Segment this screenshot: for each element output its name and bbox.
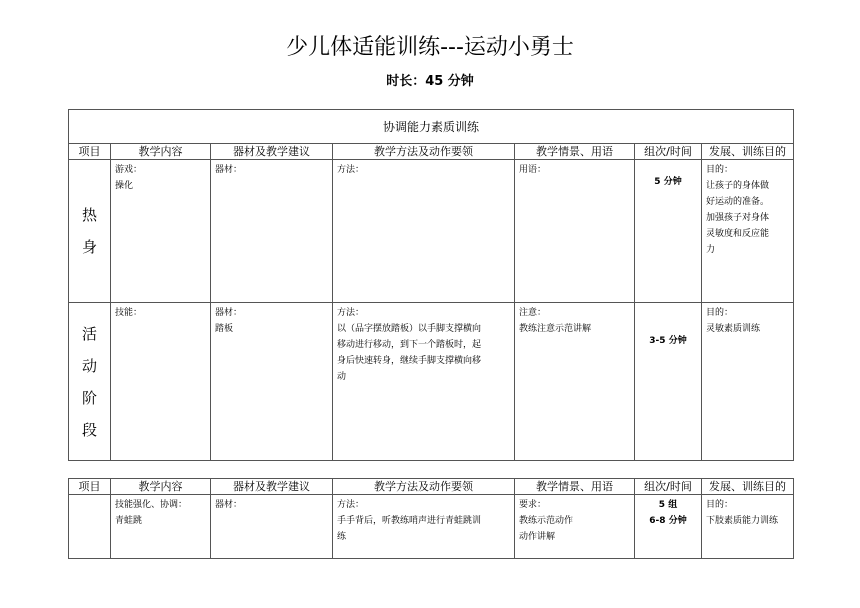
table-row bbox=[69, 160, 794, 303]
equipment-cell bbox=[211, 303, 333, 461]
header-content: 教学内容 bbox=[111, 144, 211, 160]
phase-char: 活 bbox=[81, 324, 97, 343]
method-line: 方法： bbox=[337, 308, 365, 318]
purpose-line: 灵敏度和反应能 bbox=[706, 229, 770, 239]
content-line: 技能： bbox=[115, 308, 143, 318]
phase-char: 动 bbox=[81, 356, 97, 375]
scene-line: 注意： bbox=[519, 308, 547, 318]
scene-line: 要求： bbox=[519, 500, 547, 510]
header-purpose: 发展、训练目的 bbox=[702, 479, 794, 495]
purpose-line: 加强孩子对身体 bbox=[706, 213, 770, 223]
section-title: 协调能力素质训练 bbox=[69, 110, 794, 144]
equipment-cell bbox=[211, 160, 333, 303]
method-line: 动 bbox=[337, 372, 347, 382]
content-line: 游戏： bbox=[115, 165, 143, 175]
method-line: 以（品字摆放踏板）以手脚支撑横向 bbox=[337, 324, 482, 334]
purpose-line: 力 bbox=[706, 245, 716, 255]
purpose-line: 目的： bbox=[706, 165, 734, 175]
method-line: 身后快速转身，继续手脚支撑横向移 bbox=[337, 356, 482, 366]
scene-line: 教练示范动作 bbox=[519, 516, 574, 526]
equipment-cell bbox=[211, 495, 333, 559]
time-cell bbox=[635, 160, 702, 303]
scene-cell bbox=[515, 495, 635, 559]
purpose-line: 下肢素质能力训练 bbox=[706, 516, 779, 526]
time-cell bbox=[635, 495, 702, 559]
time-line: 5 组 bbox=[658, 500, 678, 510]
content-line: 操化 bbox=[115, 181, 134, 191]
purpose-line: 好运动的准备。 bbox=[706, 197, 770, 207]
content-line: 青蛙跳 bbox=[115, 516, 143, 526]
content-cell bbox=[111, 160, 211, 303]
method-line: 练 bbox=[337, 532, 347, 542]
content-cell bbox=[111, 495, 211, 559]
header-equipment: 器材及教学建议 bbox=[211, 479, 333, 495]
phase-char: 阶 bbox=[81, 388, 97, 407]
purpose-line: 目的： bbox=[706, 500, 734, 510]
equipment-line: 器材： bbox=[215, 500, 243, 510]
scene-line: 教练注意示范讲解 bbox=[519, 324, 592, 334]
purpose-cell bbox=[702, 303, 794, 461]
phase-activity bbox=[69, 303, 111, 461]
table-row bbox=[69, 495, 794, 559]
page-title: 少儿体适能训练---运动小勇士 bbox=[286, 35, 574, 60]
header-scene: 教学情景、用语 bbox=[515, 479, 635, 495]
method-cell bbox=[333, 495, 515, 559]
method-line: 移动进行移动，到下一个踏板时，起 bbox=[337, 340, 482, 350]
equipment-line: 踏板 bbox=[215, 324, 234, 334]
training-table-2 bbox=[68, 478, 794, 559]
phase-warmup bbox=[69, 160, 111, 303]
scene-cell bbox=[515, 303, 635, 461]
phase-char: 身 bbox=[81, 238, 97, 256]
header-time: 组次/时间 bbox=[635, 479, 702, 495]
training-table-1 bbox=[68, 109, 794, 461]
method-line: 方法： bbox=[337, 165, 365, 175]
time-line: 5 分钟 bbox=[654, 177, 682, 187]
header-scene: 教学情景、用语 bbox=[515, 144, 635, 160]
header-project: 项目 bbox=[69, 144, 111, 160]
purpose-line: 目的： bbox=[706, 308, 734, 318]
header-time: 组次/时间 bbox=[635, 144, 702, 160]
header-method: 教学方法及动作要领 bbox=[333, 144, 515, 160]
method-cell bbox=[333, 160, 515, 303]
content-cell bbox=[111, 303, 211, 461]
phase-empty bbox=[69, 495, 111, 559]
phase-char: 热 bbox=[81, 206, 97, 224]
purpose-line: 灵敏素质训练 bbox=[706, 324, 761, 334]
method-cell bbox=[333, 303, 515, 461]
header-purpose: 发展、训练目的 bbox=[702, 144, 794, 160]
page-subtitle: 时长：45 分钟 bbox=[386, 74, 474, 89]
content-line: 技能强化、协调： bbox=[115, 500, 188, 510]
scene-line: 动作讲解 bbox=[519, 532, 556, 542]
method-line: 手手背后，听教练哨声进行青蛙跳训 bbox=[337, 516, 482, 526]
table-row bbox=[69, 303, 794, 461]
phase-char: 段 bbox=[81, 420, 97, 439]
time-line: 3-5 分钟 bbox=[649, 336, 687, 346]
scene-line: 用语： bbox=[519, 165, 547, 175]
purpose-cell bbox=[702, 160, 794, 303]
time-line: 6-8 分钟 bbox=[649, 516, 687, 526]
header-content: 教学内容 bbox=[111, 479, 211, 495]
time-cell bbox=[635, 303, 702, 461]
header-project: 项目 bbox=[69, 479, 111, 495]
equipment-line: 器材： bbox=[215, 308, 243, 318]
purpose-cell bbox=[702, 495, 794, 559]
equipment-line: 器材： bbox=[215, 165, 243, 175]
header-method: 教学方法及动作要领 bbox=[333, 479, 515, 495]
header-equipment: 器材及教学建议 bbox=[211, 144, 333, 160]
scene-cell bbox=[515, 160, 635, 303]
method-line: 方法： bbox=[337, 500, 365, 510]
purpose-line: 让孩子的身体做 bbox=[706, 181, 770, 191]
